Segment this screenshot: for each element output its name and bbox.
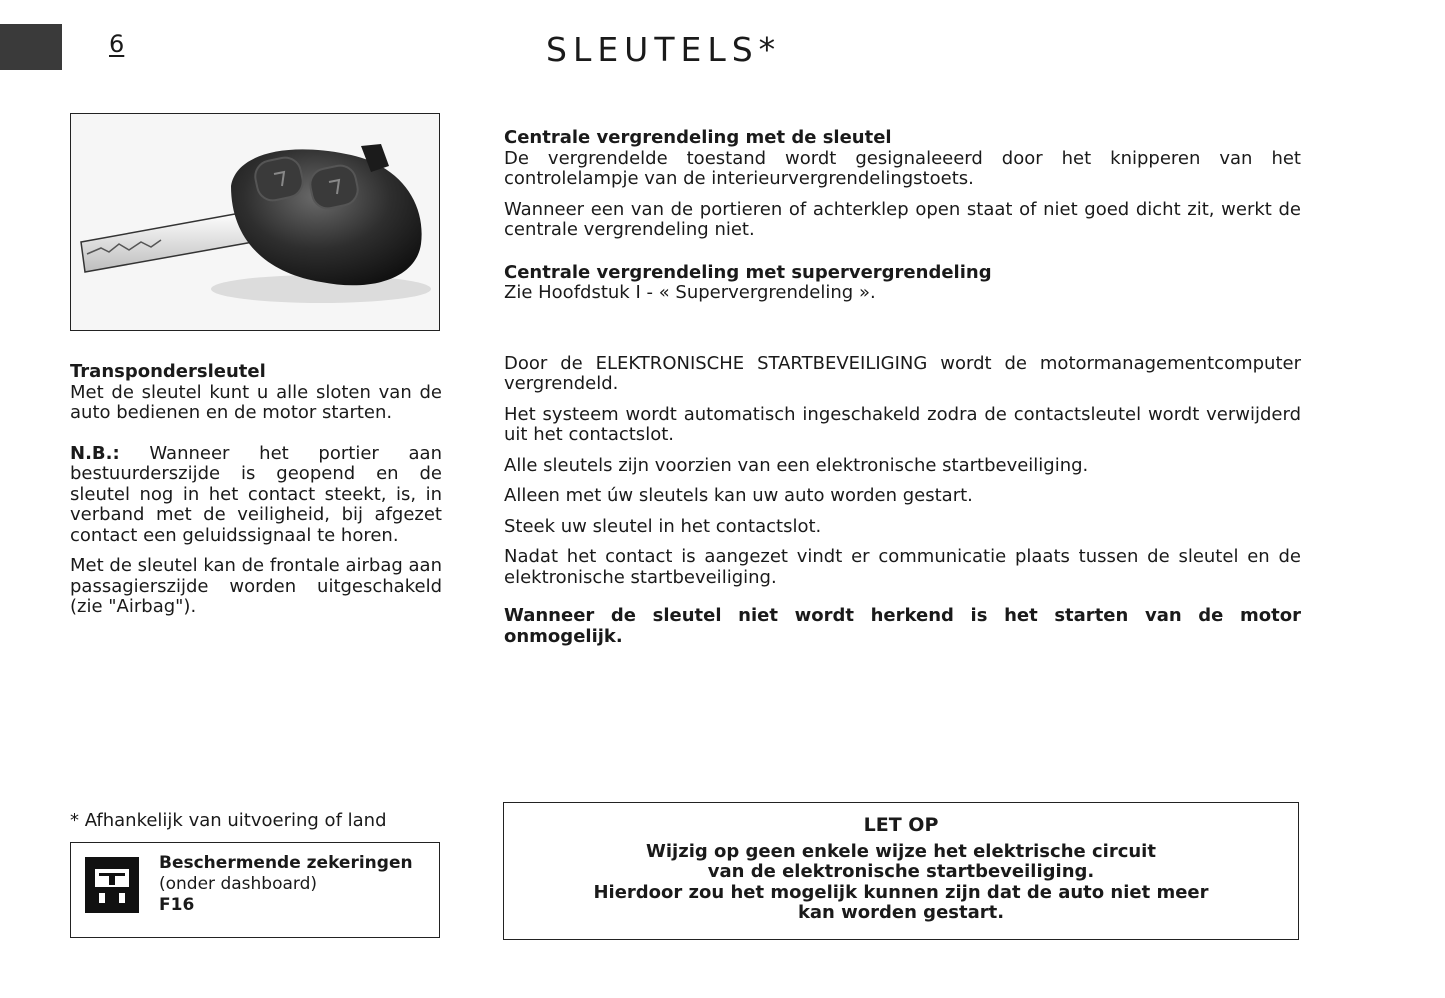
warning-line-4: kan worden gestart. xyxy=(797,902,1005,923)
transponder-heading: Transpondersleutel xyxy=(70,361,266,382)
immobiliser-text-1: Door de ELEKTRONISCHE STARTBEVEILIGING wordt de motormanagementcomputer vergrendeld. xyxy=(504,352,1301,394)
immobiliser-text-5: Steek uw sleutel in het contactslot. xyxy=(504,515,822,537)
fuse-info-box xyxy=(70,842,440,938)
page-number: 6 xyxy=(109,30,125,58)
immobiliser-text-4: Alleen met úw sleutels kan uw auto worden gestart. xyxy=(504,485,973,506)
superlocking-section xyxy=(504,263,1301,304)
nb-paragraph xyxy=(70,444,442,547)
superlocking-heading: Centrale vergrendeling met supervergrendeling xyxy=(504,261,992,283)
superlocking-text: Zie Hoofdstuk I - « Supervergrendeling ». xyxy=(504,282,876,303)
warning-box xyxy=(503,802,1299,940)
central-locking-text-2: Wanneer een van de portieren of achterklep open staat of niet goed dicht zit, werkt de centrale vergrendeling niet. xyxy=(504,198,1301,240)
fuse-location: (onder dashboard) xyxy=(159,874,318,894)
fuse-icon xyxy=(85,857,139,913)
left-column xyxy=(70,362,442,628)
section-tab-marker xyxy=(0,24,62,70)
warning-line-3: Hierdoor zou het mogelijk kunnen zijn dat de auto niet meer xyxy=(593,881,1209,903)
key-remote-figure xyxy=(70,113,440,331)
central-locking-text-1: De vergrendelde toestand wordt gesignaleeerd door het knipperen van het controlelampje van de interieurvergrendelingstoets. xyxy=(504,147,1301,189)
warning-line-2: van de elektronische startbeveiliging. xyxy=(707,861,1095,882)
right-column xyxy=(504,128,1301,657)
immobiliser-text-2: Het systeem wordt automatisch ingeschakeld zodra de contactsleutel wordt verwijderd uit het contactslot. xyxy=(504,403,1301,445)
key-remote-icon xyxy=(71,114,439,330)
fuse-code: F16 xyxy=(159,895,195,915)
immobiliser-text-3: Alle sleutels zijn voorzien van een elektronische startbeveiliging. xyxy=(504,454,1089,476)
transponder-section xyxy=(70,362,442,424)
airbag-paragraph: Met de sleutel kan de frontale airbag aan passagierszijde worden uitgeschakeld (zie "Airbag"). xyxy=(70,555,442,617)
page-title: SLEUTELS* xyxy=(546,30,782,69)
footnote: * Afhankelijk van uitvoering of land xyxy=(70,810,387,831)
fuse-title: Beschermende zekeringen xyxy=(159,853,413,873)
central-locking-heading: Centrale vergrendeling met de sleutel xyxy=(504,127,892,148)
fuse-text xyxy=(159,853,413,916)
transponder-text: Met de sleutel kunt u alle sloten van de auto bedienen en de motor starten. xyxy=(70,381,442,423)
nb-label: N.B.: xyxy=(70,442,120,464)
warning-line-1: Wijzig op geen enkele wijze het elektrische circuit xyxy=(646,840,1156,862)
nb-text: Wanneer het portier aan bestuurderszijde is geopend en de sleutel nog in het contact steekt, is, in verband met de veiligheid, bij afgezet contact een geluidssignaal te horen. xyxy=(70,442,442,546)
central-locking-section xyxy=(504,128,1301,241)
immobiliser-warning-text: Wanneer de sleutel niet wordt herkend is het starten van de motor onmogelijk. xyxy=(504,605,1301,647)
warning-title: LET OP xyxy=(863,814,939,836)
immobiliser-text-6: Nadat het contact is aangezet vindt er communicatie plaats tussen de sleutel en de elektronische startbeveiliging. xyxy=(504,546,1301,588)
